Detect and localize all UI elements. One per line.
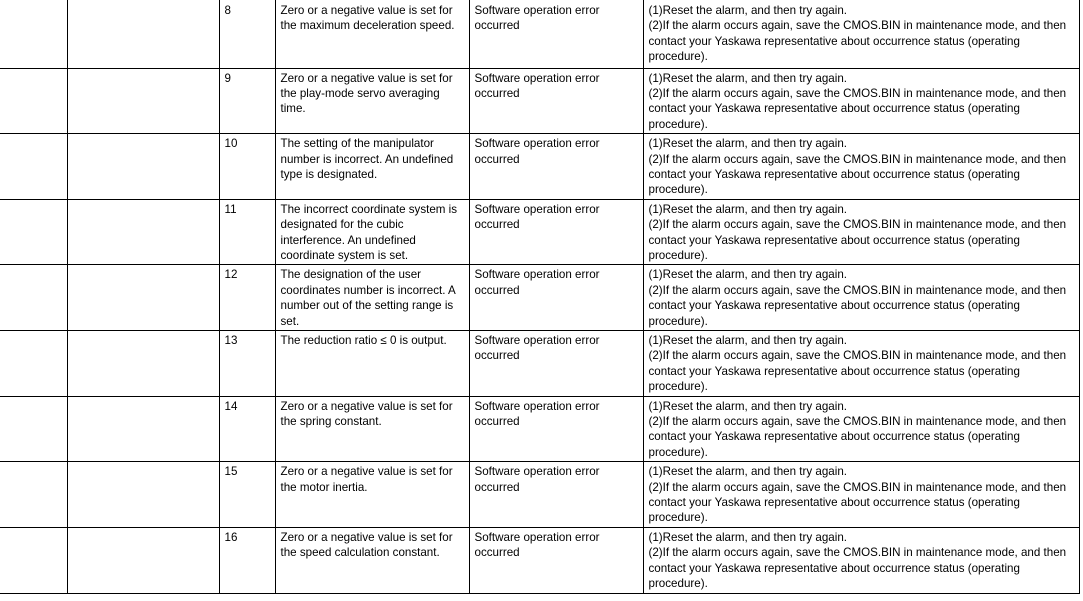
remedy-cell xyxy=(643,68,1079,134)
remedy-cell xyxy=(643,0,1079,68)
cause-cell: Software operation error occurred xyxy=(469,265,643,331)
alarm-number-cell xyxy=(0,134,67,200)
remedy-cell xyxy=(643,527,1079,593)
table-row xyxy=(0,0,1079,68)
remedy-cell xyxy=(643,134,1079,200)
alarm-name-cell xyxy=(67,134,219,200)
remedy-step-2: (2)If the alarm occurs again, save the CMOS.BIN in maintenance mode, and then contact your Yaskawa representative about occurrence status (operating procedure). xyxy=(648,349,1067,394)
meaning-cell: Zero or a negative value is set for the speed calculation constant. xyxy=(275,527,469,593)
alarm-number-cell xyxy=(0,265,67,331)
cause-cell: Software operation error occurred xyxy=(469,462,643,528)
cause-cell: Software operation error occurred xyxy=(469,396,643,462)
sub-code-cell: 8 xyxy=(219,0,275,68)
remedy-step-1: (1)Reset the alarm, and then try again. xyxy=(648,334,847,347)
meaning-cell: Zero or a negative value is set for the maximum deceleration speed. xyxy=(275,0,469,68)
remedy-step-1: (1)Reset the alarm, and then try again. xyxy=(648,268,847,282)
remedy-step-2: (2)If the alarm occurs again, save the CMOS.BIN in maintenance mode, and then contact your Yaskawa representative about occurrence status (operating procedure). xyxy=(648,86,1067,131)
remedy-step-2: (2)If the alarm occurs again, save the CMOS.BIN in maintenance mode, and then contact your Yaskawa representative about occurrence status (operating procedure). xyxy=(648,218,1067,262)
alarm-name-cell xyxy=(67,199,219,265)
cause-cell: Software operation error occurred xyxy=(469,199,643,265)
remedy-step-1: (1)Reset the alarm, and then try again. xyxy=(648,399,847,413)
remedy-step-2: (2)If the alarm occurs again, save the CMOS.BIN in maintenance mode, and then contact your Yaskawa representative about occurrence status (operating procedure). xyxy=(648,546,1067,591)
meaning-cell: Zero or a negative value is set for the spring constant. xyxy=(275,396,469,462)
meaning-cell: The incorrect coordinate system is designated for the cubic interference. An undefined coordinate system is set. xyxy=(275,199,469,265)
remedy-cell xyxy=(643,199,1079,265)
alarm-number-cell xyxy=(0,68,67,134)
remedy-step-1: (1)Reset the alarm, and then try again. xyxy=(648,202,847,216)
table-row xyxy=(0,199,1079,265)
sub-code-cell: 10 xyxy=(219,134,275,200)
alarm-name-cell xyxy=(67,0,219,68)
cause-cell: Software operation error occurred xyxy=(469,134,643,200)
meaning-cell: The setting of the manipulator number is incorrect. An undefined type is designated. xyxy=(275,134,469,200)
alarm-name-cell xyxy=(67,462,219,528)
meaning-cell: Zero or a negative value is set for the play-mode servo averaging time. xyxy=(275,68,469,134)
meaning-cell: The reduction ratio ≤ 0 is output. xyxy=(275,331,469,397)
sub-code-cell: 13 xyxy=(219,331,275,397)
remedy-cell xyxy=(643,265,1079,331)
sub-code-cell: 15 xyxy=(219,462,275,528)
remedy-step-2: (2)If the alarm occurs again, save the CMOS.BIN in maintenance mode, and then contact your Yaskawa representative about occurrence status (operating procedure). xyxy=(648,480,1067,525)
alarm-number-cell xyxy=(0,396,67,462)
alarm-name-cell xyxy=(67,68,219,134)
cause-cell: Software operation error occurred xyxy=(469,331,643,397)
alarm-number-cell xyxy=(0,331,67,397)
table-row xyxy=(0,68,1079,134)
remedy-step-2: (2)If the alarm occurs again, save the CMOS.BIN in maintenance mode, and then contact your Yaskawa representative about occurrence status (operating procedure). xyxy=(648,152,1067,197)
sub-code-cell: 16 xyxy=(219,527,275,593)
table-row xyxy=(0,134,1079,200)
table-row xyxy=(0,331,1079,397)
cause-cell: Software operation error occurred xyxy=(469,68,643,134)
alarm-name-cell xyxy=(67,265,219,331)
remedy-step-1: (1)Reset the alarm, and then try again. xyxy=(648,530,847,544)
remedy-step-2: (2)If the alarm occurs again, save the CMOS.BIN in maintenance mode, and then contact your Yaskawa representative about occurrence status (operating procedure). xyxy=(648,283,1067,328)
alarm-name-cell xyxy=(67,331,219,397)
alarm-number-cell xyxy=(0,527,67,593)
alarm-number-cell xyxy=(0,0,67,68)
sub-code-cell: 11 xyxy=(219,199,275,265)
meaning-cell: The designation of the user coordinates number is incorrect. A number out of the setting range is set. xyxy=(275,265,469,331)
remedy-step-2: (2)If the alarm occurs again, save the CMOS.BIN in maintenance mode, and then contact your Yaskawa representative about occurrence status (operating procedure). xyxy=(648,19,1067,64)
table-row xyxy=(0,527,1079,593)
remedy-step-1: (1)Reset the alarm, and then try again. xyxy=(648,71,847,85)
table-row xyxy=(0,396,1079,462)
sub-code-cell: 12 xyxy=(219,265,275,331)
remedy-cell xyxy=(643,462,1079,528)
remedy-cell xyxy=(643,331,1079,397)
alarm-number-cell xyxy=(0,199,67,265)
table-row xyxy=(0,265,1079,331)
remedy-step-1: (1)Reset the alarm, and then try again. xyxy=(648,137,847,151)
alarm-name-cell xyxy=(67,396,219,462)
remedy-step-1: (1)Reset the alarm, and then try again. xyxy=(648,4,847,17)
meaning-cell: Zero or a negative value is set for the motor inertia. xyxy=(275,462,469,528)
remedy-step-2: (2)If the alarm occurs again, save the CMOS.BIN in maintenance mode, and then contact your Yaskawa representative about occurrence status (operating procedure). xyxy=(648,415,1067,459)
cause-cell: Software operation error occurred xyxy=(469,527,643,593)
remedy-step-1: (1)Reset the alarm, and then try again. xyxy=(648,465,847,479)
cause-cell: Software operation error occurred xyxy=(469,0,643,68)
alarm-name-cell xyxy=(67,527,219,593)
remedy-cell xyxy=(643,396,1079,462)
sub-code-cell: 14 xyxy=(219,396,275,462)
sub-code-cell: 9 xyxy=(219,68,275,134)
alarm-number-cell xyxy=(0,462,67,528)
table-row xyxy=(0,462,1079,528)
